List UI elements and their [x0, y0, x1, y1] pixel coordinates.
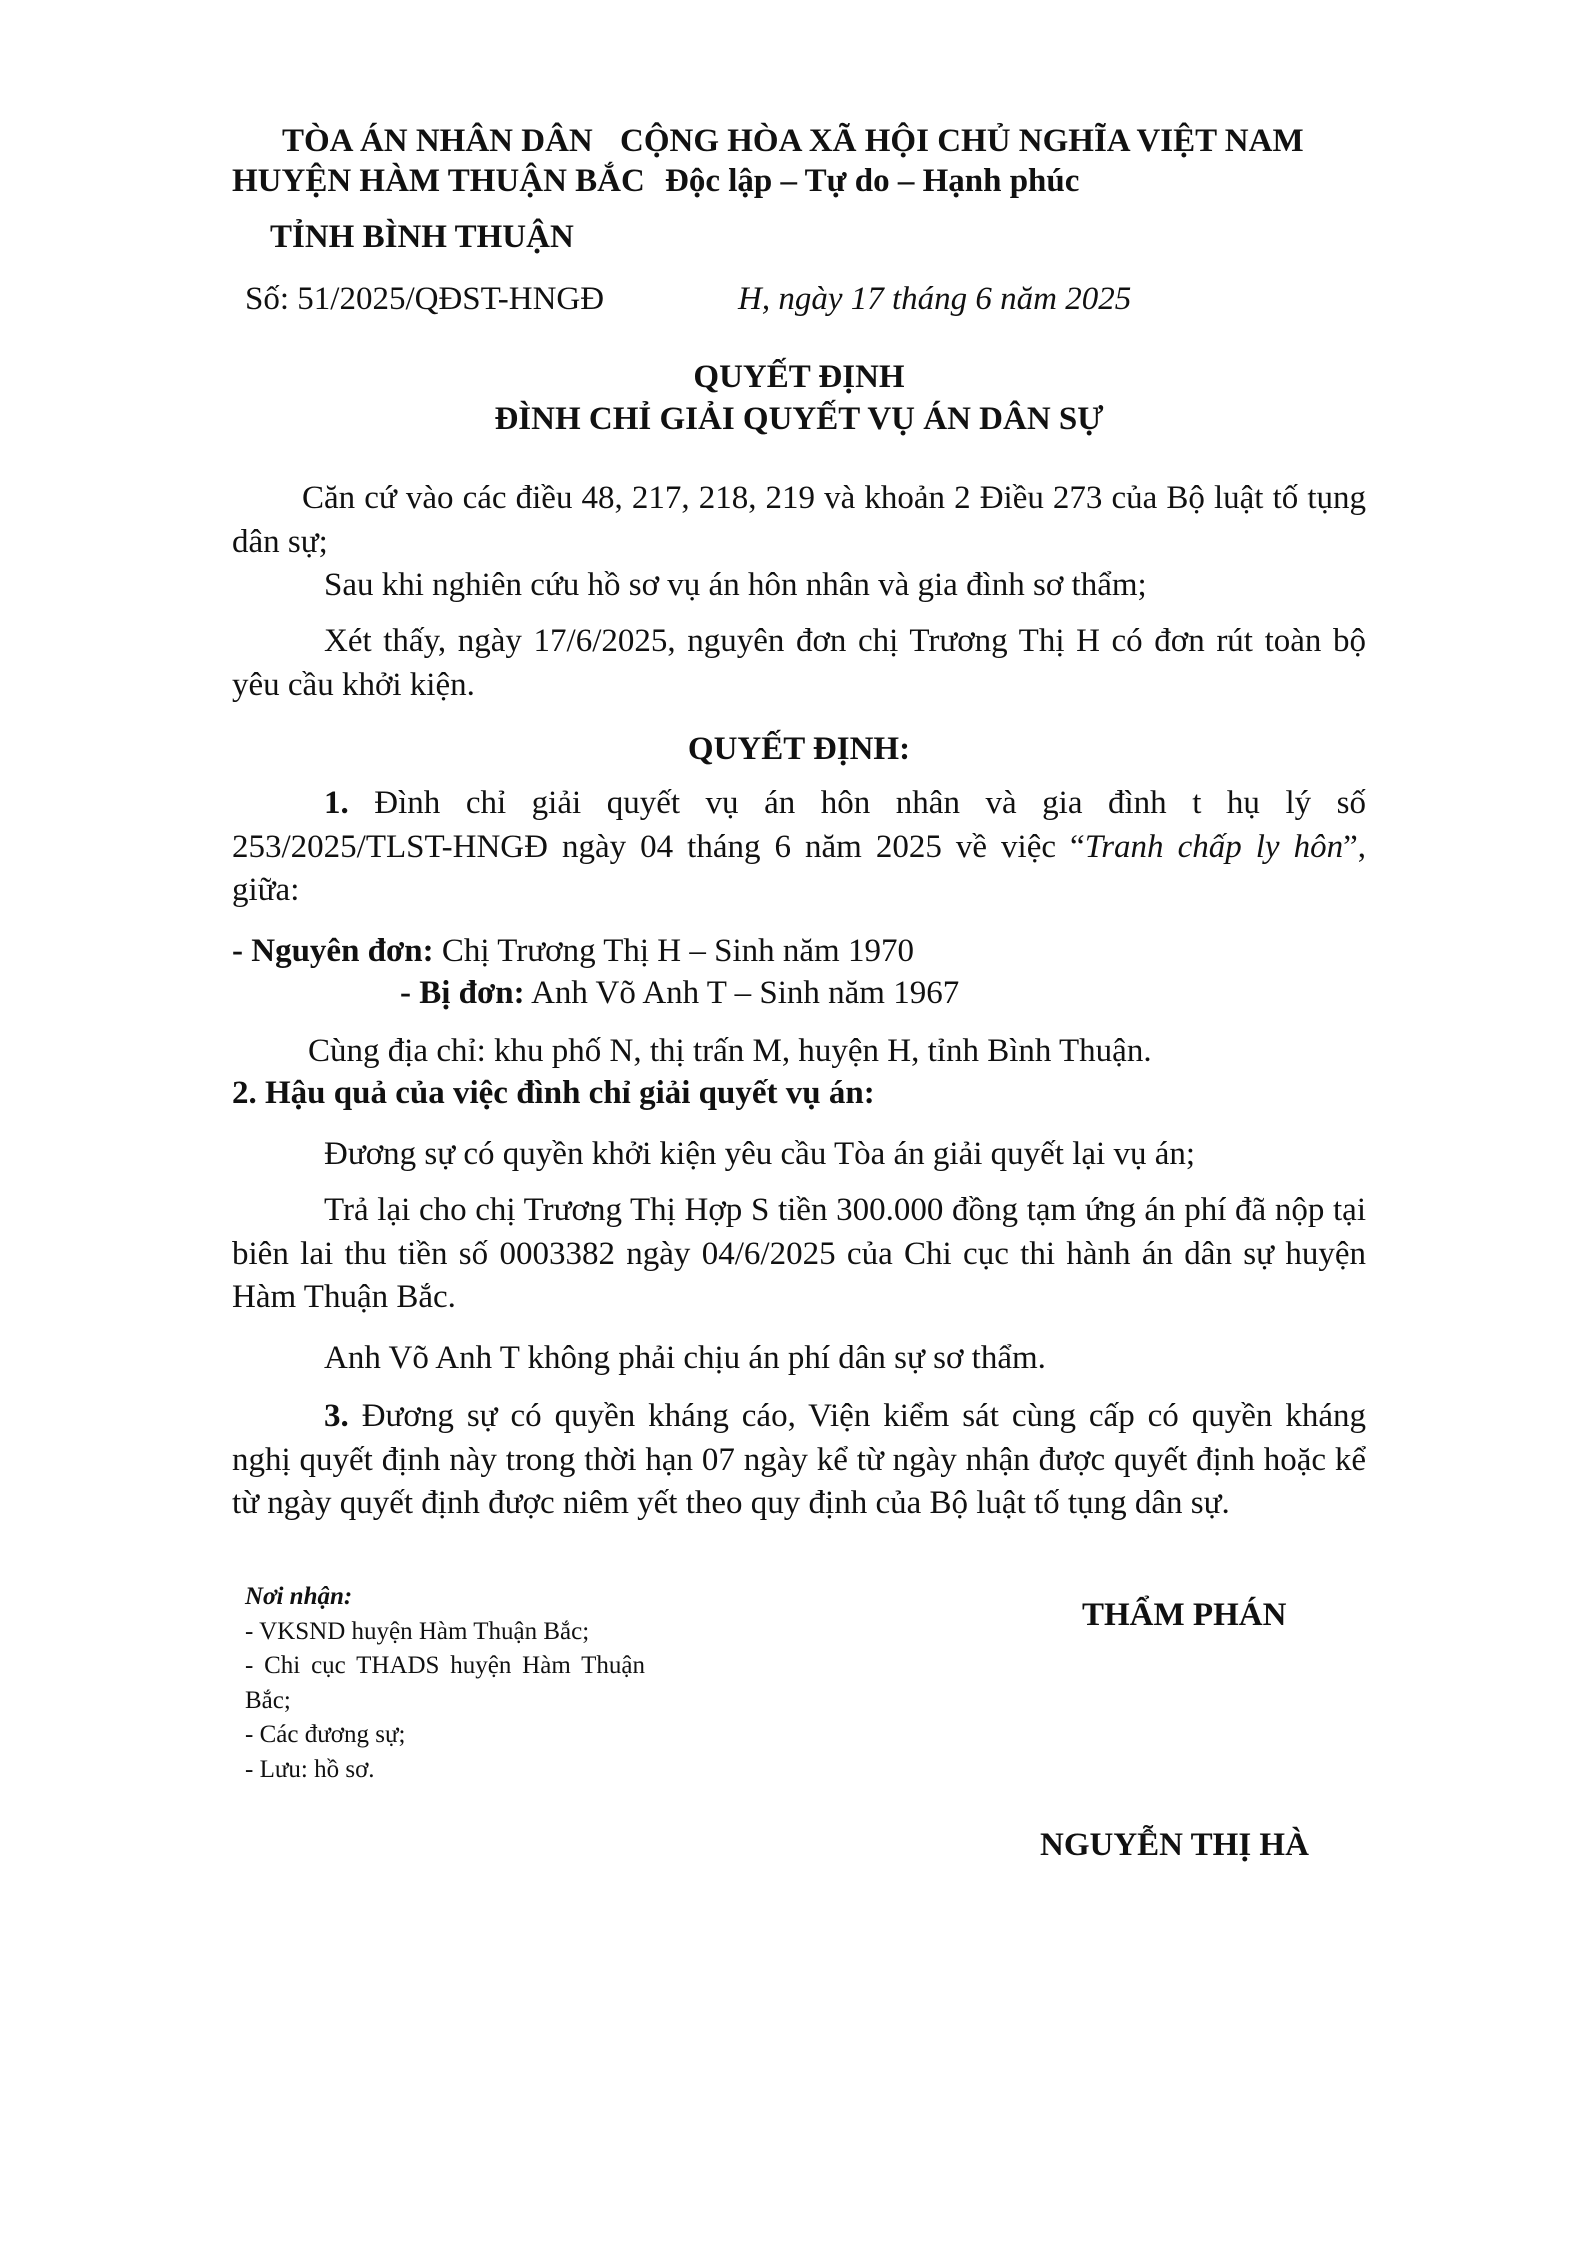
- recipient-item: - Chi cục THADS huyện Hàm Thuận Bắc;: [245, 1652, 645, 1714]
- plaintiff-label: - Nguyên đơn:: [232, 933, 434, 969]
- preamble-finding: Xét thấy, ngày 17/6/2025, nguyên đơn chị Trương Thị H có đơn rút toàn bộ yêu cầu khởi kiện.: [232, 623, 1366, 703]
- nation-motto: Độc lập – Tự do – Hạnh phúc: [665, 163, 1080, 199]
- decision-heading: QUYẾT ĐỊNH:: [687, 731, 911, 767]
- item-2-fee-exemption: Anh Võ Anh T không phải chịu án phí dân sự sơ thẩm.: [324, 1340, 1046, 1376]
- item-2-heading: 2. Hậu quả của việc đình chỉ giải quyết vụ án:: [232, 1075, 875, 1111]
- recipients-heading: Nơi nhận:: [245, 1583, 353, 1610]
- item-2-fee-refund: Trả lại cho chị Trương Thị Hợp S tiền 300.000 đồng tạm ứng án phí đã nộp tại biên lai thu tiền số 0003382 ngày 04/6/2025 của Chi cục thi hành án dân sự huyện Hàm Thuận Bắc.: [232, 1192, 1366, 1316]
- item-1-text-after: ”, giữa:: [232, 828, 1366, 909]
- document-date: H, ngày 17 tháng 6 năm 2025: [738, 281, 1132, 317]
- item-1-number: 1.: [324, 785, 349, 821]
- court-name-line3: TỈNH BÌNH THUẬN: [270, 219, 574, 255]
- signer-name: NGUYỄN THỊ HÀ: [1040, 1827, 1309, 1863]
- defendant-value: Anh Võ Anh T – Sinh năm 1967: [524, 975, 960, 1011]
- item-1-case-type: Tranh chấp ly hôn: [1084, 828, 1344, 865]
- recipient-item: - Các đương sự;: [245, 1721, 406, 1748]
- item-3-number: 3.: [324, 1398, 349, 1434]
- recipient-item: - Lưu: hồ sơ.: [245, 1755, 375, 1783]
- signature-title: THẨM PHÁN: [1082, 1597, 1287, 1633]
- recipient-item: - VKSND huyện Hàm Thuận Bắc;: [245, 1617, 590, 1645]
- recipients-block: [245, 1580, 665, 1787]
- item-1-text: Đình chỉ giải quyết vụ án hôn nhân và gia đình t hụ lý số 253/2025/TLST-HNGĐ ngày 04 tháng 6 năm 2025 về việc “: [232, 785, 1366, 865]
- court-name-line2: HUYỆN HÀM THUẬN BẮC: [232, 163, 645, 199]
- title-line2: ĐÌNH CHỈ GIẢI QUYẾT VỤ ÁN DÂN SỰ: [494, 401, 1104, 437]
- defendant-label: - Bị đơn:: [400, 975, 525, 1011]
- item-2-right-to-sue: Đương sự có quyền khởi kiện yêu cầu Tòa án giải quyết lại vụ án;: [324, 1136, 1196, 1172]
- decision-item-3: [232, 1395, 1366, 1526]
- plaintiff-value: Chị Trương Thị H – Sinh năm 1970: [433, 933, 914, 969]
- item-3-text: Đương sự có quyền kháng cáo, Viện kiểm sát cùng cấp có quyền kháng nghị quyết định này trong thời hạn 07 ngày kể từ ngày nhận được quyết định hoặc kể từ ngày quyết định được niêm yết theo quy định của Bộ luật tố tụng dân sự.: [232, 1398, 1366, 1522]
- title-line1: QUYẾT ĐỊNH: [693, 359, 905, 395]
- nation-name: CỘNG HÒA XÃ HỘI CHỦ NGHĨA VIỆT NAM: [620, 123, 1304, 159]
- court-name-line1: TÒA ÁN NHÂN DÂN: [282, 123, 593, 159]
- plaintiff-line: [232, 930, 914, 974]
- preamble-review: Sau khi nghiên cứu hồ sơ vụ án hôn nhân và gia đình sơ thẩm;: [324, 567, 1147, 603]
- preamble-legal-basis: Căn cứ vào các điều 48, 217, 218, 219 và khoản 2 Điều 273 của Bộ luật tố tụng dân sự;: [232, 480, 1366, 560]
- decision-item-1: [232, 782, 1366, 913]
- document-number: Số: 51/2025/QĐST-HNGĐ: [245, 281, 605, 317]
- shared-address: Cùng địa chỉ: khu phố N, thị trấn M, huyện H, tỉnh Bình Thuận.: [308, 1033, 1152, 1069]
- defendant-line: [400, 972, 959, 1016]
